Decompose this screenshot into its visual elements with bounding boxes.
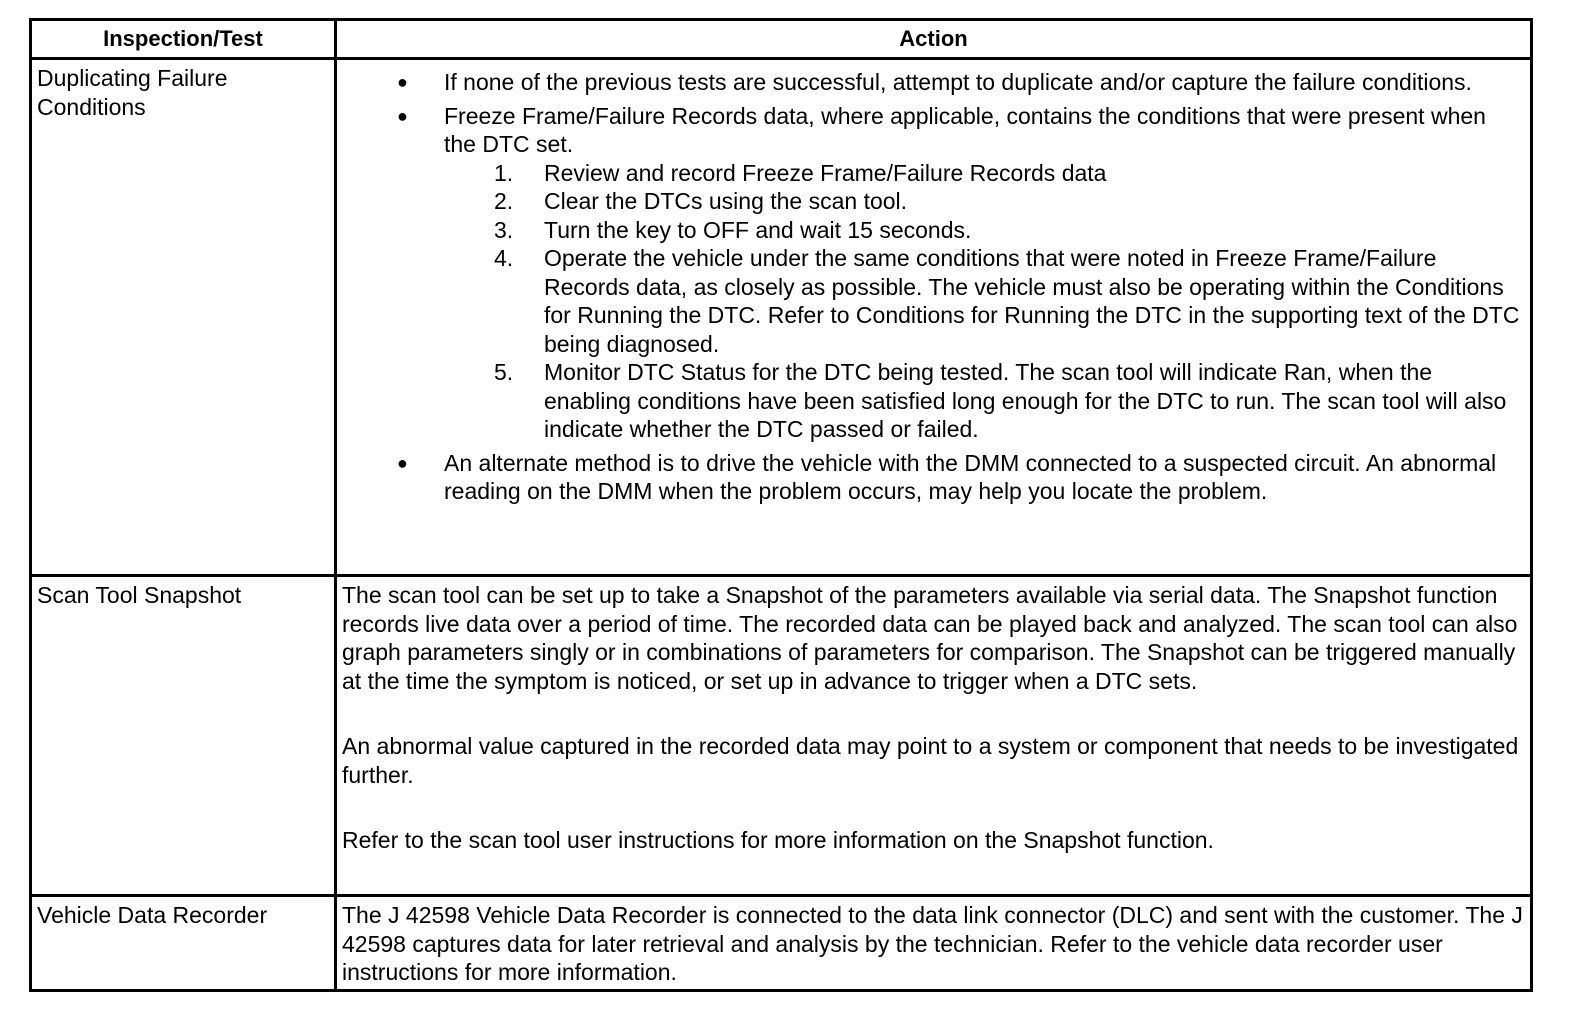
step-number: 4.	[494, 245, 514, 271]
step-number: 2.	[494, 188, 514, 214]
numbered-step-list	[444, 159, 1524, 444]
bullet-icon: ●	[397, 72, 408, 92]
table-row	[31, 59, 1532, 576]
action-paragraph: An abnormal value captured in the recorded data may point to a system or component that needs to be investigated further.	[342, 733, 1519, 788]
column-header-inspection-test: Inspection/Test	[31, 20, 336, 59]
step-item	[444, 358, 1524, 444]
step-number: 3.	[494, 216, 514, 243]
action-paragraph: The scan tool can be set up to take a Snapshot of the parameters available via serial data. The Snapshot function records live data over a period of time. The recorded data can be played back and analyzed. The scan tool can also graph parameters singly or in combinations of parameters for comparison. The Snapshot can be triggered manually at the time the symptom is noticed, or set up in advance to trigger when a DTC sets.	[342, 582, 1518, 694]
action-paragraph: The J 42598 Vehicle Data Recorder is connected to the data link connector (DLC) and sent with the customer. The J 42598 captures data for later retrieval and analysis by the technician. Refer to the vehicle data recorder user instructions for more information.	[342, 902, 1523, 985]
step-number: 5.	[494, 359, 514, 385]
step-text: Monitor DTC Status for the DTC being tested. The scan tool will indicate Ran, when the enabling conditions have been satisfied long enough for the DTC to run. The scan tool will also indicate whether the DTC passed or failed.	[544, 359, 1507, 442]
step-item	[444, 187, 1524, 216]
step-text: Clear the DTCs using the scan tool.	[544, 188, 908, 214]
bullet-item	[342, 102, 1524, 444]
bullet-icon: ●	[397, 105, 408, 126]
bullet-icon: ●	[397, 452, 408, 473]
action-cell	[336, 59, 1532, 576]
step-item	[444, 244, 1524, 358]
bullet-item	[342, 68, 1524, 97]
test-name-cell: Vehicle Data Recorder	[31, 896, 336, 991]
table-header-row	[31, 20, 1532, 59]
table-row	[31, 896, 1532, 991]
action-cell	[336, 576, 1532, 896]
column-header-action: Action	[336, 20, 1532, 59]
test-name-cell: Scan Tool Snapshot	[31, 576, 336, 896]
bullet-item	[342, 449, 1524, 506]
action-cell	[336, 896, 1532, 991]
step-text: Review and record Freeze Frame/Failure Records data	[544, 159, 1107, 186]
step-number: 1.	[494, 159, 514, 186]
action-paragraph: Refer to the scan tool user instructions for more information on the Snapshot function.	[342, 827, 1214, 853]
bullet-text: An alternate method is to drive the vehicle with the DMM connected to a suspected circuit. An abnormal reading on the DMM when the problem occurs, may help you locate the problem.	[444, 449, 1497, 504]
table-row	[31, 576, 1532, 896]
step-item	[444, 159, 1524, 188]
step-item	[444, 216, 1524, 245]
inspection-action-table	[29, 18, 1533, 992]
step-text: Turn the key to OFF and wait 15 seconds.	[544, 216, 972, 243]
bullet-text: Freeze Frame/Failure Records data, where applicable, contains the conditions that were present when the DTC set.	[444, 102, 1486, 157]
bullet-text: If none of the previous tests are successful, attempt to duplicate and/or capture the failure conditions.	[444, 69, 1472, 95]
action-bullet-list	[342, 68, 1524, 506]
test-name-cell: Duplicating Failure Conditions	[31, 59, 336, 576]
step-text: Operate the vehicle under the same conditions that were noted in Freeze Frame/Failure Records data, as closely as possible. The vehicle must also be operating within the Conditions for Running the DTC. Refer to Conditions for Running the DTC in the supporting text of the DTC being diagnosed.	[544, 245, 1520, 357]
